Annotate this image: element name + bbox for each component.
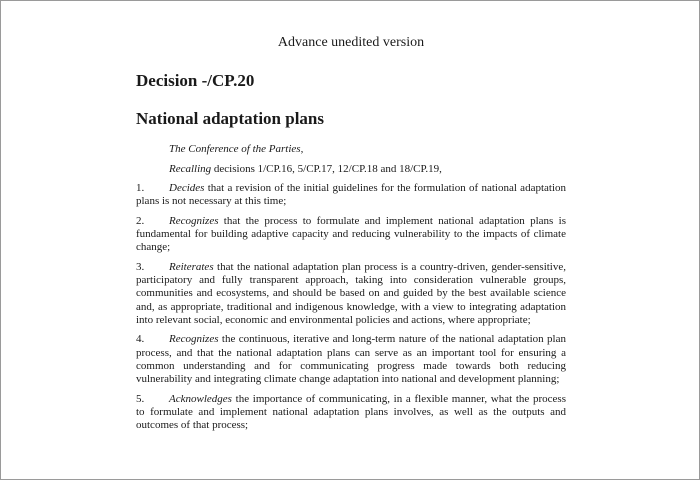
header-note: Advance unedited version	[277, 35, 425, 50]
paragraph-number: 1.	[136, 182, 145, 195]
paragraph-verb: Acknowledges	[169, 392, 232, 405]
paragraph-text: the continuous, iterative and long-term nature of the national adaptation plan process, and that the national adaptation plans can serve as an important tool for ensuring a common understanding and for communicating progress made towards both reducing vulnerability and integrating climate change adaptation into national and development planning;	[136, 333, 566, 385]
paragraph-3	[136, 261, 566, 327]
preamble-line	[136, 163, 566, 176]
paragraph-5	[136, 393, 566, 433]
preamble-italic: The Conference of the Parties,	[169, 143, 304, 155]
preamble-line	[136, 143, 566, 156]
paragraph-text: that a revision of the initial guidelines for the formulation of national adaptation plans is not necessary at this time;	[136, 182, 566, 208]
decision-title: Decision -/CP.20	[136, 71, 255, 90]
paragraph-verb: Recognizes	[169, 214, 219, 227]
paragraph-1	[136, 182, 566, 208]
paragraph-verb: Reiterates	[169, 260, 214, 273]
document-body	[136, 143, 566, 439]
preamble-text: decisions 1/CP.16, 5/CP.17, 12/CP.18 and 18/CP.19,	[211, 162, 442, 175]
paragraph-text: that the national adaptation plan process is a country-driven, gender-sensitive, participatory and fully transparent approach, taking into consideration vulnerable groups, communities and ecosystems, and should be based on and guided by the best available science and, as appropriate, traditional and indigenous knowledge, with a view to integrating adaptation into relevant social, economic and environmental policies and actions, where appropriate;	[136, 260, 566, 326]
paragraph-text: the importance of communicating, in a flexible manner, what the process to formulate and implement national adaptation plans involves, as well as the outputs and outcomes of that process;	[136, 392, 566, 431]
preamble-italic: Recalling	[169, 162, 212, 175]
paragraph-4	[136, 333, 566, 386]
paragraph-number: 3.	[136, 260, 145, 273]
paragraph-verb: Recognizes	[169, 333, 219, 346]
paragraph-number: 4.	[136, 333, 145, 346]
paragraph-text: that the process to formulate and implement national adaptation plans is fundamental for building adaptive capacity and reducing vulnerability to the impacts of climate change;	[136, 214, 566, 254]
paragraph-number: 5.	[136, 392, 145, 405]
paragraph-number: 2.	[136, 214, 145, 227]
section-title: National adaptation plans	[136, 109, 324, 128]
paragraph-verb: Decides	[169, 182, 205, 195]
paragraph-2	[136, 215, 566, 255]
